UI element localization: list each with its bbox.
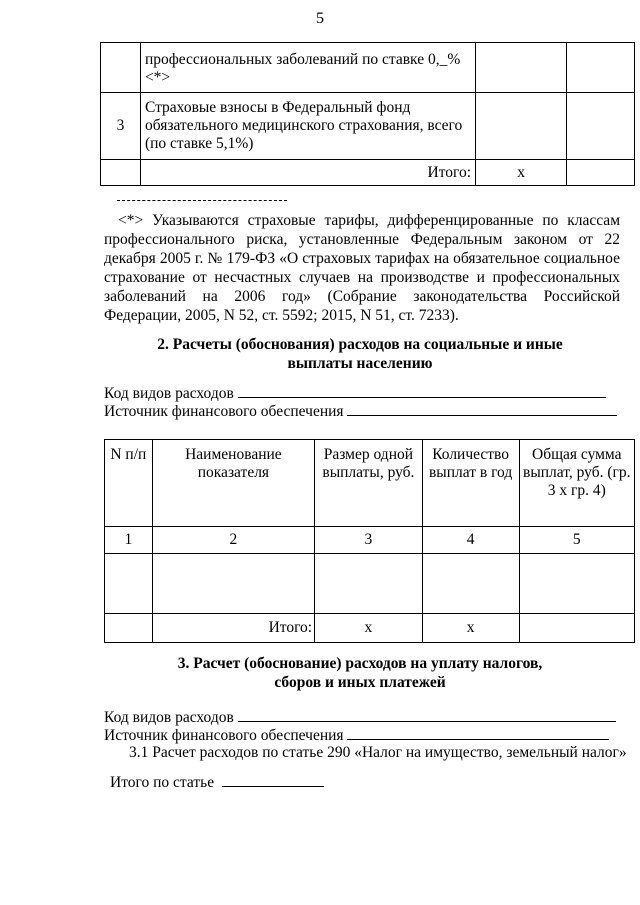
section2-funding-source <box>104 402 617 421</box>
total-value: x <box>422 614 519 643</box>
empty-cell[interactable] <box>422 554 519 614</box>
section2-title-line2: выплаты населению <box>287 355 433 372</box>
row-text <box>140 43 475 93</box>
footnote-separator <box>117 200 287 201</box>
column-number: 3 <box>315 527 423 554</box>
section3-expense-code <box>104 708 616 727</box>
row-cell <box>567 93 635 160</box>
column-number: 4 <box>422 527 519 554</box>
article-total-label: Итого по статье <box>110 774 215 791</box>
column-number: 2 <box>152 527 314 554</box>
funding-source-label: Источник финансового обеспечения <box>104 403 344 420</box>
table-total-row <box>105 614 635 643</box>
section3-title-line1: 3. Расчет (обоснование) расходов на уплату налогов, <box>177 655 543 672</box>
subsection-title: 3.1 Расчет расходов по статье 290 «Налог на имущество, земельный налог» <box>129 744 627 761</box>
section3-funding-source <box>104 726 609 745</box>
table-row <box>101 43 635 93</box>
section2-expense-code <box>104 384 606 403</box>
empty-cell[interactable] <box>315 554 423 614</box>
funding-source-field[interactable] <box>347 402 617 416</box>
expense-code-field[interactable] <box>238 708 616 722</box>
header-cell: Общая сумма выплат, руб. (гр. 3 х гр. 4) <box>519 440 634 527</box>
row-cell <box>567 160 635 186</box>
section2-title-line1: 2. Расчеты (обоснования) расходов на социальные и иные <box>157 336 563 353</box>
row-cell <box>476 93 567 160</box>
section2-title <box>100 335 620 373</box>
page-number: 5 <box>316 10 324 27</box>
table-row <box>101 93 635 160</box>
table-header-row <box>105 440 635 527</box>
header-cell: Наименование показателя <box>152 440 314 527</box>
empty-cell[interactable] <box>105 554 153 614</box>
column-number: 1 <box>105 527 153 554</box>
total-value: x <box>315 614 423 643</box>
total-label: Итого: <box>152 614 314 643</box>
social-payments-table <box>104 439 635 643</box>
total-label: Итого: <box>140 160 475 186</box>
funding-source-label: Источник финансового обеспечения <box>104 727 344 744</box>
expense-code-label: Код видов расходов <box>104 385 234 402</box>
footnote-text: <*> Указываются страховые тарифы, дифференцированные по классам профессионального риска, установленные Федеральным законом от 22 декабря 2005 г. № 179-ФЗ «О страховых тарифах на обязательное социальное страхование от несчастных случаев на производстве и профессиональных заболеваний на 2006 год» (Собрание законодательства Российской Федерации, 2005, N 52, ст. 5592; 2015, N 51, ст. 7233). <box>104 212 620 324</box>
header-cell: N п/п <box>105 440 153 527</box>
header-cell: Количество выплат в год <box>422 440 519 527</box>
insurance-table <box>100 42 635 186</box>
row-text <box>140 93 475 160</box>
table-total-row <box>101 160 635 186</box>
total-value: x <box>476 160 567 186</box>
row-cell <box>101 160 141 186</box>
article-total <box>110 773 324 792</box>
table-row <box>105 554 635 614</box>
funding-source-field[interactable] <box>347 726 609 740</box>
row-cell <box>567 43 635 93</box>
table-number-row <box>105 527 635 554</box>
empty-cell <box>519 614 634 643</box>
empty-cell[interactable] <box>152 554 314 614</box>
row-number: 3 <box>101 93 141 160</box>
row-text-content: профессиональных заболеваний по ставке 0,_% <*> <box>144 51 461 86</box>
section3-title-line2: сборов и иных платежей <box>274 674 446 691</box>
section3-title <box>100 654 620 692</box>
row-cell <box>476 43 567 93</box>
empty-cell[interactable] <box>519 554 634 614</box>
row-text-content: Страховые взносы в Федеральный фонд обязательного медицинского страхования, всего (по ставке 5,1%) <box>144 99 463 152</box>
header-cell: Размер одной выплаты, руб. <box>315 440 423 527</box>
column-number: 5 <box>519 527 634 554</box>
expense-code-label: Код видов расходов <box>104 709 234 726</box>
row-number <box>101 43 141 93</box>
article-total-field[interactable] <box>222 773 324 787</box>
expense-code-field[interactable] <box>238 384 606 398</box>
empty-cell <box>105 614 153 643</box>
